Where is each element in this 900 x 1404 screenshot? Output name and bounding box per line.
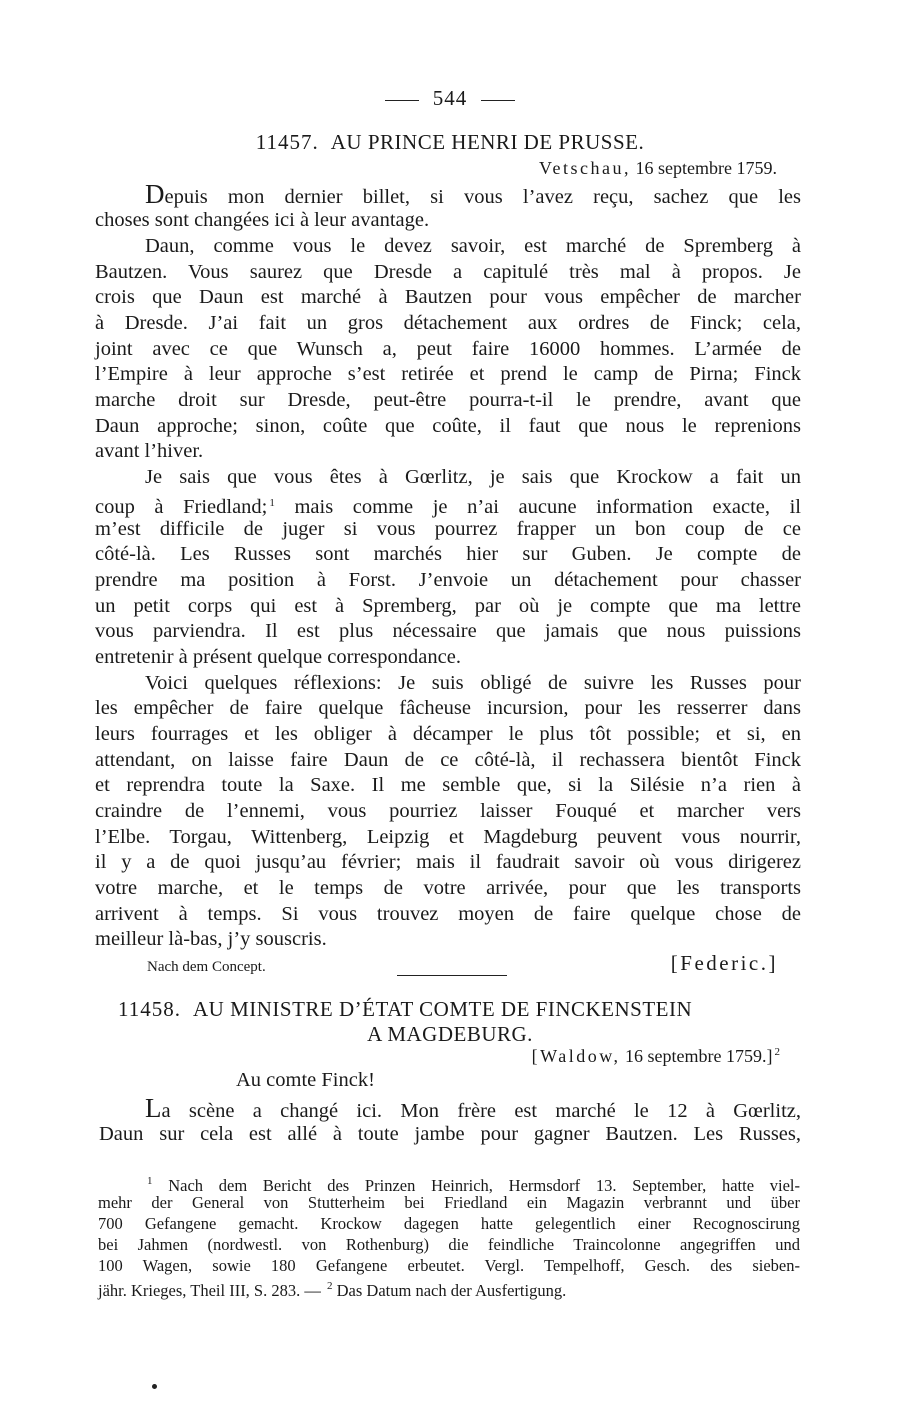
text-fragment: coup à Friedland; bbox=[95, 496, 268, 518]
letter-title: AU PRINCE HENRI DE PRUSSE. bbox=[330, 130, 645, 154]
page-number-dash-right bbox=[481, 100, 515, 101]
footnote-marker: 2 bbox=[327, 1280, 333, 1292]
text-line: arrivent à temps. Si vous trouvez moyen de faire quelque chose de bbox=[95, 903, 801, 925]
text-line: il y a de quoi jusqu’au février; mais il faudrait savoir où vous dirigerez bbox=[95, 851, 801, 873]
letter-heading bbox=[0, 130, 900, 155]
footnote-line: $^1$ Nach dem Bericht des Prinzen Heinrich, Hermsdorf 13. September, hatte viel- bbox=[147, 1175, 800, 1195]
text-line: Voici quelques réflexions: Je suis obligé de suivre les Russes pour bbox=[145, 672, 801, 694]
letter-place: Vetschau, bbox=[539, 158, 632, 178]
salutation: Au comte Finck! bbox=[236, 1069, 375, 1091]
letter-date: 16 septembre 1759. bbox=[635, 158, 777, 178]
text-line: Daun approche; sinon, coûte que coûte, il faut que nous le reprenions bbox=[95, 415, 801, 437]
text-line: l’Elbe. Torgau, Wittenberg, Leipzig et Magdeburg peuvent vous nourrir, bbox=[95, 826, 801, 848]
text-line: joint avec ce que Wunsch a, peut faire 16000 hommes. L’armée de bbox=[95, 338, 801, 360]
drop-cap: D bbox=[145, 179, 165, 209]
text-line: meilleur là-bas, j’y souscris. bbox=[95, 928, 327, 950]
footnote-marker: 1 bbox=[147, 1175, 153, 1187]
text-line: Daun, comme vous le devez savoir, est marché de Spremberg à bbox=[145, 235, 801, 257]
text-line: côté-là. Les Russes sont marchés hier sur Guben. Je compte de bbox=[95, 543, 801, 565]
text-line: m’est difficile de juger si vous pourrez frapper un bon coup de ce bbox=[95, 518, 801, 540]
text-line: avant l’hiver. bbox=[95, 440, 204, 462]
text-line: et reprendra toute la Saxe. Il me semble que, si la Silésie n’a rien à bbox=[95, 774, 801, 796]
letter-title-continued: A MAGDEBURG. bbox=[367, 1022, 533, 1046]
text-line: marche droit sur Dresde, peut-être pourra-t-il le prendre, avant que bbox=[95, 389, 801, 411]
text-line: l’Empire à leur approche s’est retirée et prend le camp de Pirna; Finck bbox=[95, 363, 801, 385]
text-line: vous parviendra. Il est plus nécessaire que jamais que nous puissions bbox=[95, 620, 801, 642]
footnote-reference[interactable]: 2 bbox=[774, 1046, 780, 1058]
letter-date: 16 septembre 1759.] bbox=[625, 1046, 773, 1066]
footnote-line: 700 Gefangene gemacht. Krockow dagegen hatte gelegentlich einer Recognoscirung bbox=[98, 1214, 800, 1233]
text-fragment: mais comme je n’ai aucune information exacte, il bbox=[294, 496, 801, 518]
source-note: Nach dem Concept. bbox=[147, 959, 266, 975]
text-line: à Dresde. J’ai fait un gros détachement aux ordres de Finck; cela, bbox=[95, 312, 801, 334]
footnote-line: 100 Wagen, sowie 180 Gefangene erbeutet. Vergl. Tempelhoff, Gesch. des sieben- bbox=[98, 1256, 800, 1275]
text-line: les empêcher de faire quelque fâcheuse incursion, pour les resserrer dans bbox=[95, 697, 801, 719]
letter-title: AU MINISTRE D’ÉTAT COMTE DE FINCKENSTEIN bbox=[192, 997, 693, 1021]
text-line: un petit corps qui est à Spremberg, par où je compte que ma lettre bbox=[95, 595, 801, 617]
text-line: craindre de l’ennemi, vous pourriez laisser Fouqué et marcher vers bbox=[95, 800, 801, 822]
footnote-line: mehr der General von Stutterheim bei Friedland ein Magazin verbrannt und über bbox=[98, 1193, 800, 1212]
text-line: Daun sur cela est allé à toute jambe pour gagner Bautzen. Les Russes, bbox=[99, 1123, 801, 1145]
letter-number: 11457. bbox=[255, 130, 319, 154]
text-line: La scène a changé ici. Mon frère est marché le 12 à Gœrlitz, bbox=[145, 1093, 801, 1123]
section-divider bbox=[397, 975, 507, 976]
page-number-dash-left bbox=[385, 100, 419, 101]
text-line: Depuis mon dernier billet, si vous l’avez reçu, sachez que les bbox=[145, 179, 801, 209]
letter-number: 11458. bbox=[118, 997, 181, 1021]
letter-place: [Waldow, bbox=[531, 1046, 621, 1066]
footnote-line: bei Jahmen (nordwestl. von Rothenburg) die feindliche Traincolonne angegriffen und bbox=[98, 1235, 800, 1254]
letter-heading bbox=[118, 997, 800, 1022]
text-line: entretenir à présent quelque correspondance. bbox=[95, 646, 461, 668]
text-line: leurs fourrages et les obliger à décamper le plus tôt possible; et si, en bbox=[95, 723, 801, 745]
signature: [Federic.] bbox=[670, 951, 778, 975]
letter-dateline bbox=[539, 158, 777, 179]
text-line: Bautzen. Vous saurez que Dresde a capitulé très mal à propos. Je bbox=[95, 261, 801, 283]
text-line: votre marche, et le temps de votre arrivée, pour que les transports bbox=[95, 877, 801, 899]
footnote-reference[interactable]: 1 bbox=[269, 497, 275, 509]
footnote-line: jähr. Krieges, Theil III, S. 283. — $^2$ Das Datum nach der Ausfertigung. bbox=[98, 1280, 567, 1300]
text-line: Je sais que vous êtes à Gœrlitz, je sais que Krockow a fait un bbox=[145, 466, 801, 488]
text-line: prendre ma position à Forst. J’envoie un détachement pour chasser bbox=[95, 569, 801, 591]
text-line: attendant, on laisse faire Daun de ce côté-là, il rechassera bientôt Finck bbox=[95, 749, 801, 771]
page-number: 544 bbox=[0, 86, 900, 111]
text-line: choses sont changées ici à leur avantage. bbox=[95, 209, 430, 231]
page-speck bbox=[152, 1384, 157, 1389]
drop-cap: L bbox=[145, 1093, 162, 1123]
text-line: crois que Daun est marché à Bautzen pour vous empêcher de marcher bbox=[95, 286, 801, 308]
letter-dateline bbox=[532, 1046, 780, 1067]
